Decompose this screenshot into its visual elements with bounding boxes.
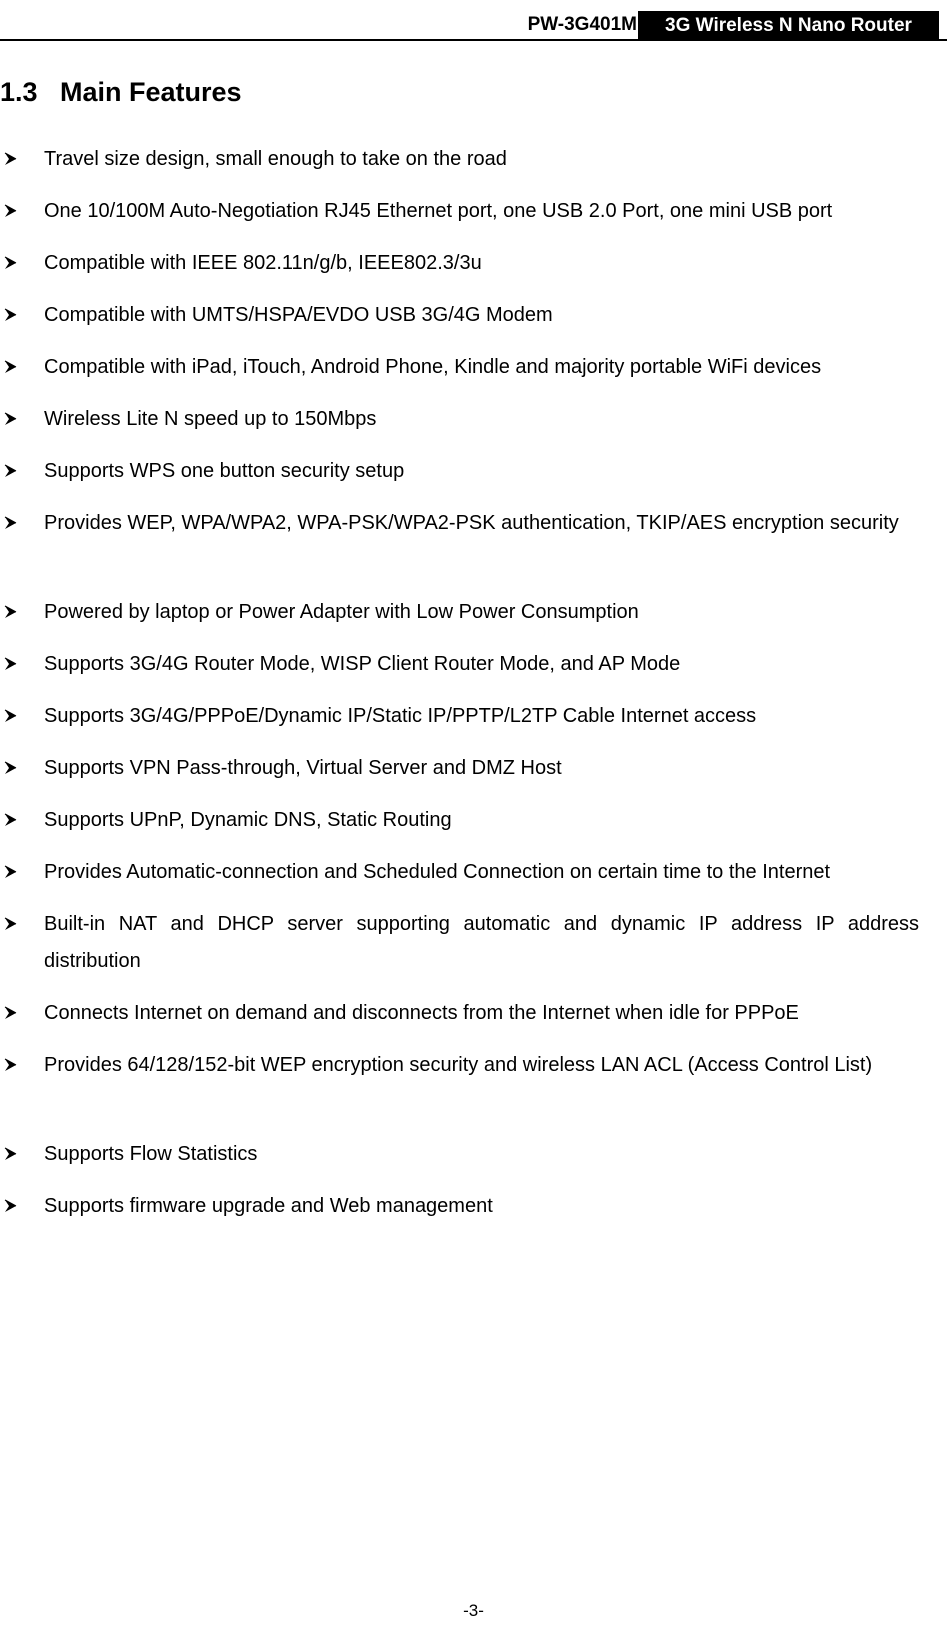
header-rule [0, 39, 947, 41]
feature-text: Supports 3G/4G Router Mode, WISP Client Router Mode, and AP Mode [44, 653, 681, 675]
arrowhead-bullet-icon [4, 141, 30, 163]
arrowhead-bullet-icon [4, 698, 30, 720]
feature-text: Supports VPN Pass-through, Virtual Server and DMZ Host [44, 757, 562, 779]
arrowhead-bullet-icon [4, 505, 30, 527]
feature-text: Provides Automatic-connection and Scheduled Connection on certain time to the Internet [44, 861, 831, 883]
arrowhead-bullet-icon [4, 1047, 30, 1069]
arrowhead-bullet-icon [4, 594, 30, 616]
feature-text: Connects Internet on demand and disconnects from the Internet when idle for PPPoE [44, 1002, 799, 1024]
header-product-name: 3G Wireless N Nano Router [638, 11, 939, 39]
arrowhead-bullet-icon [4, 1136, 30, 1158]
arrowhead-bullet-icon [4, 193, 30, 215]
arrowhead-bullet-icon [4, 646, 30, 668]
feature-text: Supports WPS one button security setup [44, 460, 405, 482]
feature-text: Travel size design, small enough to take on the road [44, 148, 507, 170]
arrowhead-bullet-icon [4, 401, 30, 423]
page-header [0, 0, 947, 42]
feature-text: Compatible with IEEE 802.11n/g/b, IEEE802.3/3u [44, 252, 482, 274]
arrowhead-bullet-icon [4, 349, 30, 371]
feature-text: One 10/100M Auto-Negotiation RJ45 Ethernet port, one USB 2.0 Port, one mini USB port [44, 200, 833, 222]
feature-text: Wireless Lite N speed up to 150Mbps [44, 408, 377, 430]
feature-text: Compatible with UMTS/HSPA/EVDO USB 3G/4G Modem [44, 304, 553, 326]
feature-text: Compatible with iPad, iTouch, Android Phone, Kindle and majority portable WiFi devices [44, 356, 822, 378]
arrowhead-bullet-icon [4, 802, 30, 824]
arrowhead-bullet-icon [4, 1188, 30, 1210]
arrowhead-bullet-icon [4, 453, 30, 475]
arrowhead-bullet-icon [4, 245, 30, 267]
feature-text: Powered by laptop or Power Adapter with Low Power Consumption [44, 601, 639, 623]
feature-text: Built-in NAT and DHCP server supporting automatic and dynamic IP address IP address distribution [44, 913, 919, 972]
feature-text: Provides WEP, WPA/WPA2, WPA-PSK/WPA2-PSK authentication, TKIP/AES encryption security [44, 512, 899, 534]
page-number: -3- [463, 1601, 484, 1620]
feature-text: Provides 64/128/152-bit WEP encryption security and wireless LAN ACL (Access Control List) [44, 1054, 873, 1076]
arrowhead-bullet-icon [4, 750, 30, 772]
section-title: Main Features [60, 77, 242, 107]
section-heading [0, 75, 242, 109]
feature-text: Supports 3G/4G/PPPoE/Dynamic IP/Static IP/PPTP/L2TP Cable Internet access [44, 705, 757, 727]
arrowhead-bullet-icon [4, 297, 30, 319]
arrowhead-bullet-icon [4, 854, 30, 876]
feature-text: Supports firmware upgrade and Web management [44, 1195, 493, 1217]
feature-text: Supports Flow Statistics [44, 1143, 258, 1165]
section-number: 1.3 [0, 77, 38, 107]
header-model-name: PW-3G401M [527, 14, 637, 35]
feature-text: Supports UPnP, Dynamic DNS, Static Routing [44, 809, 452, 831]
arrowhead-bullet-icon [4, 906, 30, 928]
arrowhead-bullet-icon [4, 995, 30, 1017]
